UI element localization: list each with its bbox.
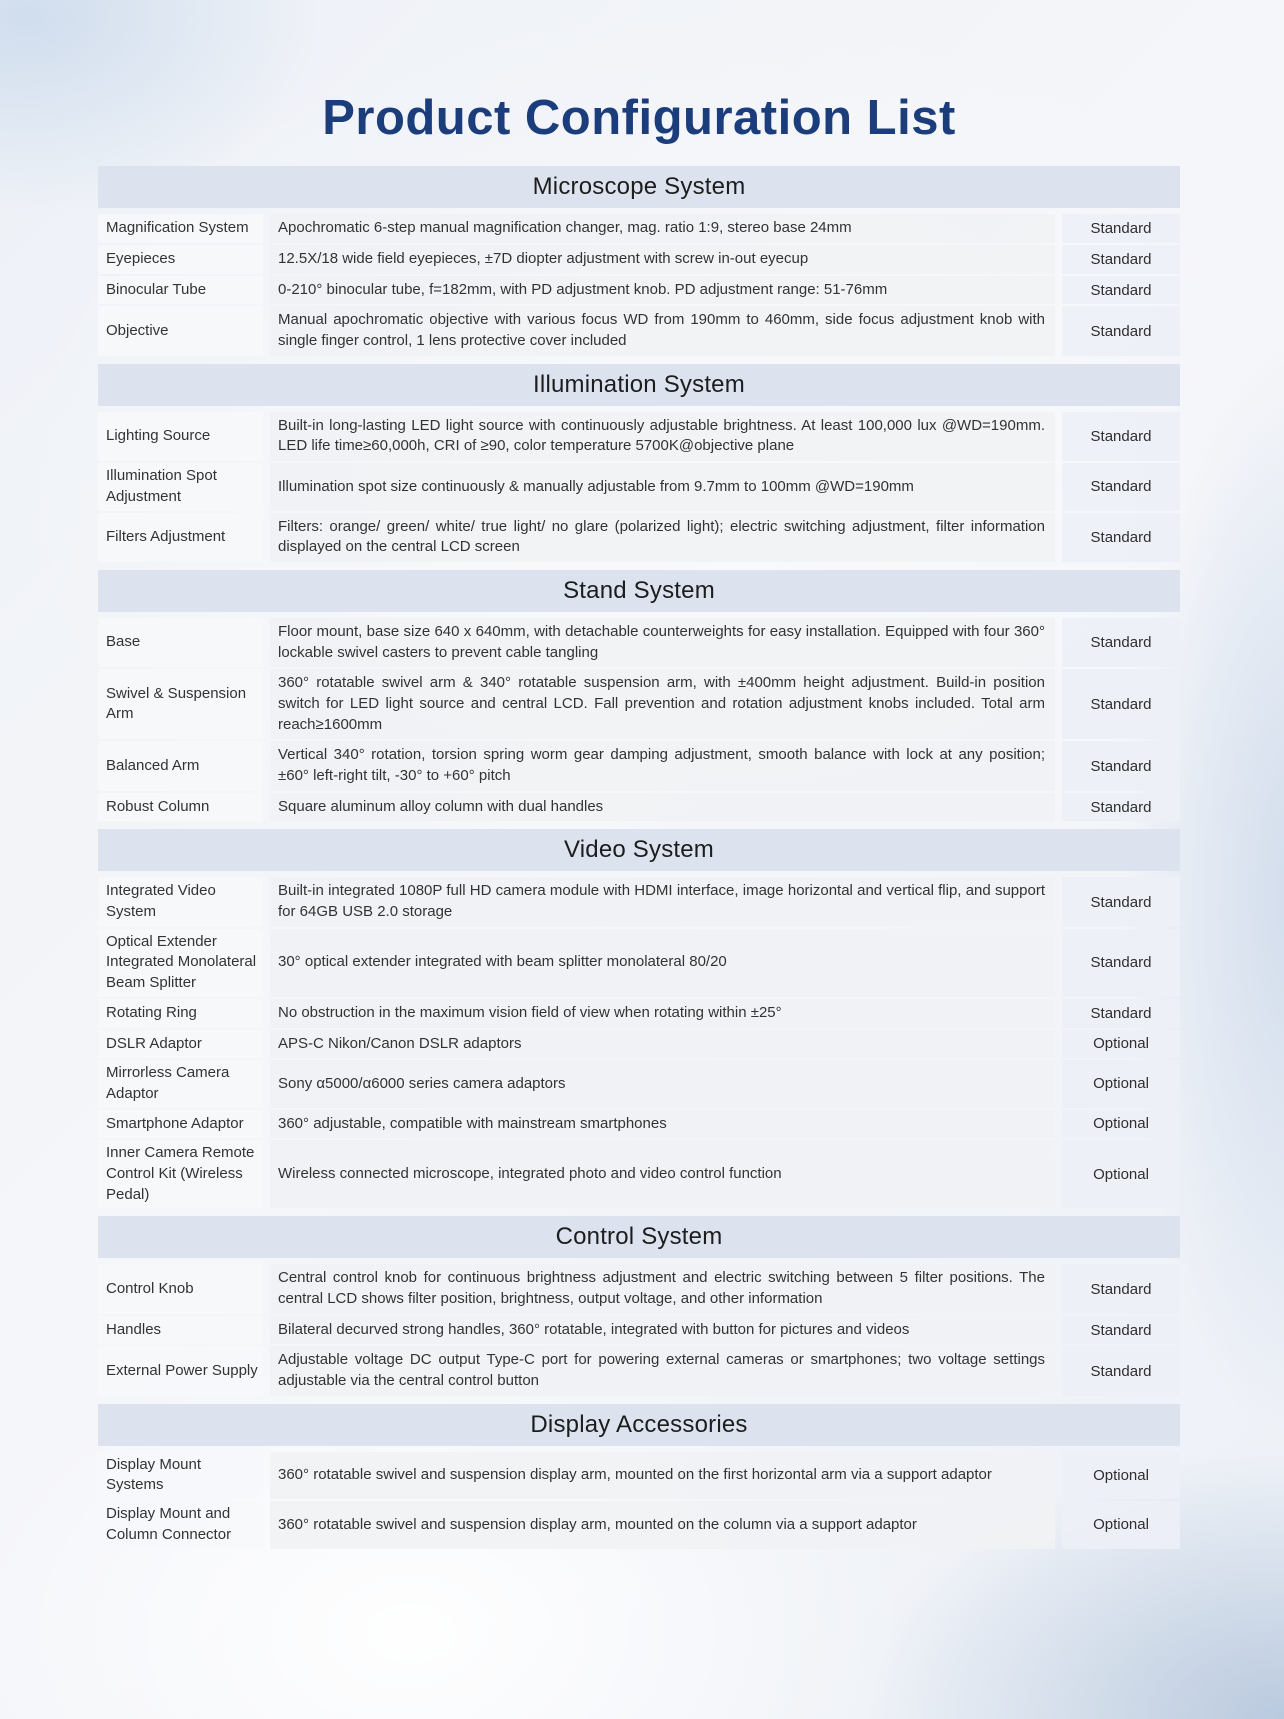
- row-label: Display Mount and Column Connector: [106, 1505, 232, 1543]
- table-row: [98, 669, 1180, 739]
- table-row: [98, 929, 1180, 997]
- row-label-cell: [98, 618, 263, 667]
- row-description: 360° adjustable, compatible with mainstream smartphones: [278, 1114, 667, 1132]
- table-row: [98, 1316, 1180, 1345]
- row-description-cell: [270, 306, 1055, 355]
- row-label: Handles: [106, 1320, 162, 1338]
- status-badge: Standard: [1090, 478, 1152, 496]
- section-control-system: [98, 1216, 1180, 1395]
- row-description-cell: [270, 1316, 1055, 1345]
- row-label: Eyepieces: [106, 250, 176, 268]
- row-description: Bilateral decurved strong handles, 360° rotatable, integrated with button for pictures and videos: [278, 1320, 910, 1338]
- table-row: [98, 1264, 1180, 1313]
- row-description-cell: [270, 513, 1055, 562]
- table-row: [98, 306, 1180, 355]
- table-row: [98, 1452, 1180, 1499]
- row-label: Binocular Tube: [106, 280, 207, 298]
- row-description: Built-in integrated 1080P full HD camera module with HDMI interface, image horizontal and vertical flip, and support for 64GB USB 2.0 storage: [278, 882, 1045, 921]
- status-badge: Standard: [1090, 250, 1152, 268]
- status-badge: Standard: [1090, 954, 1152, 972]
- row-label: Optical Extender Integrated Monolateral Beam Splitter: [106, 932, 257, 992]
- row-label-cell: [98, 1030, 263, 1059]
- row-description-cell: [270, 1452, 1055, 1499]
- row-description-cell: [270, 214, 1055, 243]
- row-label: Control Knob: [106, 1279, 194, 1297]
- section-title: Illumination System: [533, 370, 745, 398]
- status-badge: Optional: [1093, 1115, 1149, 1133]
- row-label: Balanced Arm: [106, 756, 200, 774]
- row-label-cell: [98, 1346, 263, 1395]
- row-status-cell: [1062, 214, 1180, 243]
- row-label-cell: [98, 1060, 263, 1107]
- row-description-cell: [270, 245, 1055, 274]
- row-label-cell: [98, 1452, 263, 1499]
- row-description-cell: [270, 276, 1055, 305]
- row-label-cell: [98, 1110, 263, 1139]
- row-label: Magnification System: [106, 219, 249, 237]
- row-label: Objective: [106, 321, 169, 339]
- table-row: [98, 999, 1180, 1028]
- row-description: APS-C Nikon/Canon DSLR adaptors: [278, 1034, 522, 1052]
- section-title: Control System: [555, 1223, 723, 1251]
- row-status-cell: [1062, 793, 1180, 822]
- row-description: Filters: orange/ green/ white/ true light/ no glare (polarized light); electric switching adjustment, filter information displayed on the central LCD screen: [278, 517, 1045, 556]
- row-label-cell: [98, 513, 263, 562]
- row-description: Illumination spot size continuously & manually adjustable from 9.7mm to 100mm @WD=190mm: [278, 477, 914, 495]
- section-rows: [98, 1452, 1180, 1549]
- section-rows: [98, 412, 1180, 562]
- row-status-cell: [1062, 276, 1180, 305]
- row-status-cell: [1062, 1030, 1180, 1059]
- row-status-cell: [1062, 1452, 1180, 1499]
- table-row: [98, 877, 1180, 926]
- table-row: [98, 245, 1180, 274]
- row-description: No obstruction in the maximum vision field of view when rotating within ±25°: [278, 1003, 782, 1021]
- row-description-cell: [270, 669, 1055, 739]
- section-display-accessories: [98, 1404, 1180, 1549]
- row-description-cell: [270, 999, 1055, 1028]
- section-rows: [98, 1264, 1180, 1395]
- row-description: Central control knob for continuous brightness adjustment and electric switching between 5 filter positions. The central LCD shows filter position, brightness, output voltage, and other information: [278, 1269, 1045, 1308]
- row-label: DSLR Adaptor: [106, 1034, 202, 1052]
- row-label: External Power Supply: [106, 1361, 258, 1379]
- table-row: [98, 793, 1180, 822]
- row-description-cell: [270, 877, 1055, 926]
- row-status-cell: [1062, 245, 1180, 274]
- row-description: Vertical 340° rotation, torsion spring worm gear damping adjustment, smooth balance with lock at any position; ±60° left-right tilt, -30° to +60° pitch: [278, 746, 1045, 785]
- row-label: Filters Adjustment: [106, 527, 226, 545]
- section-stand-system: [98, 570, 1180, 822]
- table-row: [98, 618, 1180, 667]
- row-description-cell: [270, 1264, 1055, 1313]
- section-title: Stand System: [563, 576, 715, 604]
- section-header-video-system: [98, 829, 1180, 871]
- table-row: [98, 513, 1180, 562]
- row-description-cell: [270, 463, 1055, 510]
- row-status-cell: [1062, 877, 1180, 926]
- status-badge: Optional: [1093, 1075, 1149, 1093]
- row-label: Rotating Ring: [106, 1003, 197, 1021]
- section-title: Microscope System: [532, 173, 746, 201]
- section-title: Display Accessories: [530, 1410, 748, 1438]
- row-status-cell: [1062, 1060, 1180, 1107]
- section-rows: [98, 877, 1180, 1208]
- status-badge: Standard: [1090, 322, 1152, 340]
- row-description: 360° rotatable swivel and suspension display arm, mounted on the column via a support adaptor: [278, 1515, 917, 1533]
- status-badge: Standard: [1090, 1280, 1152, 1298]
- table-row: [98, 412, 1180, 461]
- status-badge: Standard: [1090, 528, 1152, 546]
- row-description: Wireless connected microscope, integrated photo and video control function: [278, 1164, 782, 1182]
- status-badge: Optional: [1093, 1165, 1149, 1183]
- table-row: [98, 1030, 1180, 1059]
- row-description-cell: [270, 1110, 1055, 1139]
- row-status-cell: [1062, 1264, 1180, 1313]
- row-status-cell: [1062, 618, 1180, 667]
- row-status-cell: [1062, 1140, 1180, 1208]
- section-header-control-system: [98, 1216, 1180, 1258]
- status-badge: Standard: [1090, 695, 1152, 713]
- row-description: Apochromatic 6-step manual magnification changer, mag. ratio 1:9, stereo base 24mm: [278, 219, 852, 237]
- row-label: Mirrorless Camera Adaptor: [106, 1064, 230, 1102]
- status-badge: Optional: [1093, 1035, 1149, 1053]
- status-badge: Standard: [1090, 220, 1152, 238]
- row-label: Integrated Video System: [106, 882, 216, 921]
- row-label-cell: [98, 1316, 263, 1345]
- status-badge: Standard: [1090, 1321, 1152, 1339]
- table-row: [98, 1501, 1180, 1548]
- status-badge: Standard: [1090, 757, 1152, 775]
- row-status-cell: [1062, 513, 1180, 562]
- table-row: [98, 1110, 1180, 1139]
- row-description-cell: [270, 618, 1055, 667]
- row-status-cell: [1062, 1346, 1180, 1395]
- table-row: [98, 214, 1180, 243]
- row-description: Sony α5000/α6000 series camera adaptors: [278, 1074, 566, 1092]
- row-status-cell: [1062, 1501, 1180, 1548]
- row-description: Adjustable voltage DC output Type-C port for powering external cameras or smartphones; two voltage settings adjustable via the central control button: [278, 1351, 1045, 1390]
- section-microscope-system: [98, 166, 1180, 355]
- row-status-cell: [1062, 741, 1180, 790]
- row-description-cell: [270, 1060, 1055, 1107]
- row-description: Square aluminum alloy column with dual handles: [278, 797, 604, 815]
- section-title: Video System: [563, 836, 715, 864]
- row-label: Smartphone Adaptor: [106, 1114, 244, 1132]
- section-video-system: [98, 829, 1180, 1208]
- status-badge: Standard: [1090, 1362, 1152, 1380]
- row-label: Base: [106, 633, 141, 651]
- row-label: Illumination Spot Adjustment: [106, 467, 217, 505]
- section-rows: [98, 214, 1180, 355]
- status-badge: Standard: [1090, 1004, 1152, 1022]
- row-description-cell: [270, 741, 1055, 790]
- row-status-cell: [1062, 1110, 1180, 1139]
- row-description: 30° optical extender integrated with beam splitter monolateral 80/20: [278, 953, 727, 971]
- row-label-cell: [98, 412, 263, 461]
- row-label-cell: [98, 1140, 263, 1208]
- table-row: [98, 1346, 1180, 1395]
- status-badge: Standard: [1090, 427, 1152, 445]
- page-title: Product Configuration List: [322, 91, 956, 145]
- row-description-cell: [270, 1140, 1055, 1208]
- section-header-stand-system: [98, 570, 1180, 612]
- row-description: 360° rotatable swivel and suspension display arm, mounted on the first horizontal arm via a support adaptor: [278, 1466, 992, 1484]
- row-status-cell: [1062, 463, 1180, 510]
- row-label: Robust Column: [106, 797, 210, 815]
- row-label-cell: [98, 929, 263, 997]
- section-header-illumination-system: [98, 364, 1180, 406]
- row-description: 0-210° binocular tube, f=182mm, with PD adjustment knob. PD adjustment range: 51-76mm: [278, 280, 888, 298]
- row-description-cell: [270, 1501, 1055, 1548]
- status-badge: Optional: [1093, 1466, 1149, 1484]
- status-badge: Standard: [1090, 634, 1152, 652]
- row-status-cell: [1062, 1316, 1180, 1345]
- row-description-cell: [270, 1346, 1055, 1395]
- table-row: [98, 741, 1180, 790]
- row-label: Swivel & Suspension Arm: [106, 684, 247, 723]
- row-description-cell: [270, 1030, 1055, 1059]
- row-label: Display Mount Systems: [106, 1455, 202, 1494]
- table-row: [98, 1140, 1180, 1208]
- table-row: [98, 463, 1180, 510]
- row-description: Floor mount, base size 640 x 640mm, with detachable counterweights for easy installation. Equipped with four 360° lockable swivel casters to prevent cable tangling: [278, 622, 1045, 661]
- row-status-cell: [1062, 412, 1180, 461]
- status-badge: Optional: [1093, 1516, 1149, 1534]
- row-label-cell: [98, 793, 263, 822]
- row-label-cell: [98, 1501, 263, 1548]
- row-status-cell: [1062, 929, 1180, 997]
- status-badge: Standard: [1090, 798, 1152, 816]
- status-badge: Standard: [1090, 893, 1152, 911]
- section-rows: [98, 618, 1180, 822]
- row-label-cell: [98, 1264, 263, 1313]
- row-status-cell: [1062, 669, 1180, 739]
- section-illumination-system: [98, 364, 1180, 562]
- row-label-cell: [98, 741, 263, 790]
- status-badge: Standard: [1090, 281, 1152, 299]
- row-status-cell: [1062, 999, 1180, 1028]
- row-description: Built-in long-lasting LED light source with continuously adjustable brightness. At least 100,000 lux @WD=190mm. LED life time≥60,000h, CRI of ≥90, color temperature 5700K@objective plane: [278, 416, 1045, 455]
- row-description-cell: [270, 412, 1055, 461]
- section-header-display-accessories: [98, 1404, 1180, 1446]
- row-label-cell: [98, 245, 263, 274]
- row-label-cell: [98, 669, 263, 739]
- table-row: [98, 276, 1180, 305]
- row-description: 360° rotatable swivel arm & 340° rotatable suspension arm, with ±400mm height adjustment. Build-in position switch for LED light source and central LCD. Fall prevention and rotation adjustment knobs included. Total arm reach≥1600mm: [278, 674, 1045, 733]
- row-label: Inner Camera Remote Control Kit (Wireless Pedal): [106, 1144, 255, 1203]
- row-label-cell: [98, 306, 263, 355]
- row-description: 12.5X/18 wide field eyepieces, ±7D diopter adjustment with screw in-out eyecup: [278, 250, 809, 268]
- row-label-cell: [98, 276, 263, 305]
- row-label-cell: [98, 214, 263, 243]
- row-description-cell: [270, 929, 1055, 997]
- row-label: Lighting Source: [106, 427, 211, 445]
- row-label-cell: [98, 999, 263, 1028]
- product-configuration-table: [98, 166, 1180, 1548]
- row-description-cell: [270, 793, 1055, 822]
- row-status-cell: [1062, 306, 1180, 355]
- table-row: [98, 1060, 1180, 1107]
- section-header-microscope-system: [98, 166, 1180, 208]
- row-label-cell: [98, 463, 263, 510]
- row-label-cell: [98, 877, 263, 926]
- row-description: Manual apochromatic objective with various focus WD from 190mm to 460mm, side focus adjustment knob with single finger control, 1 lens protective cover included: [278, 311, 1045, 350]
